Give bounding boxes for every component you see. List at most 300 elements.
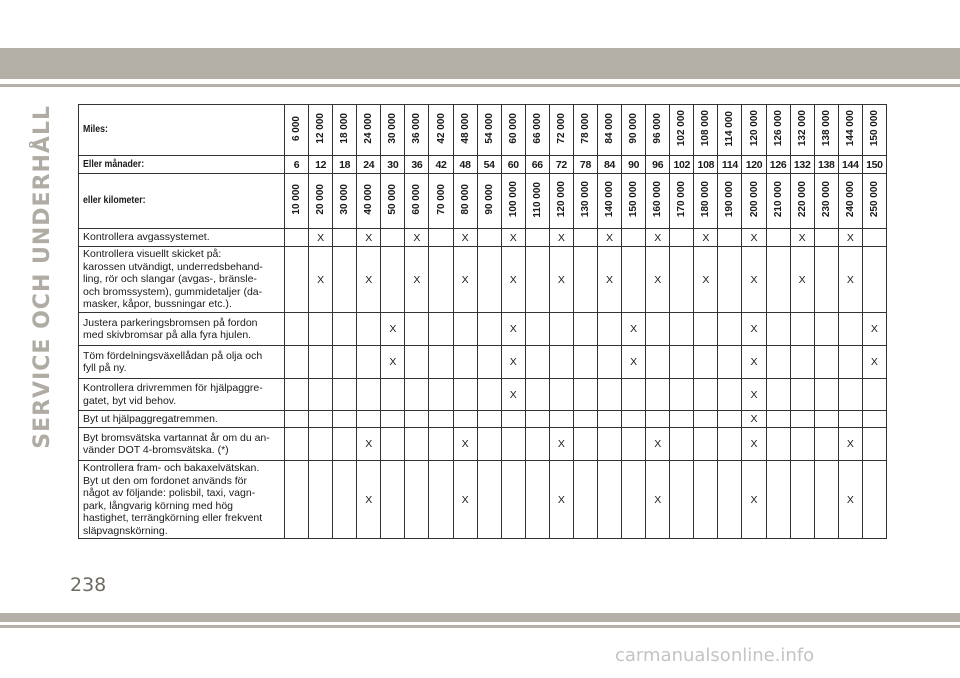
schedule-cell xyxy=(862,461,886,539)
miles-header-row-value: 150 000 xyxy=(868,110,880,147)
schedule-cell xyxy=(742,346,766,379)
schedule-cell xyxy=(790,411,814,428)
miles-header-row-value: 114 000 xyxy=(724,110,736,147)
schedule-cell xyxy=(694,313,718,346)
schedule-cell xyxy=(309,379,333,411)
km-header-row-value: 160 000 xyxy=(652,181,664,218)
miles-header-row-cell xyxy=(766,105,790,156)
months-header-row-value: 48 xyxy=(459,158,471,171)
service-mark: X xyxy=(606,273,614,286)
page-number: 238 xyxy=(70,574,107,596)
km-header-row-value: 20 000 xyxy=(315,184,327,215)
schedule-cell xyxy=(814,247,838,313)
schedule-cell xyxy=(429,461,453,539)
service-mark: X xyxy=(365,231,373,244)
schedule-cell xyxy=(285,229,309,247)
schedule-cell xyxy=(477,313,501,346)
schedule-cell xyxy=(670,346,694,379)
km-header-row-cell xyxy=(549,174,573,229)
km-header-row-cell xyxy=(742,174,766,229)
schedule-cell xyxy=(285,346,309,379)
schedule-cell xyxy=(670,247,694,313)
section-title-container xyxy=(28,105,58,449)
schedule-cell xyxy=(405,428,429,461)
schedule-cell xyxy=(862,229,886,247)
schedule-cell xyxy=(814,428,838,461)
km-header-row-value: 230 000 xyxy=(820,181,832,218)
schedule-cell xyxy=(429,346,453,379)
km-header-row-cell xyxy=(790,174,814,229)
schedule-cell xyxy=(670,411,694,428)
months-header-row-value: 12 xyxy=(315,158,327,171)
schedule-cell xyxy=(694,247,718,313)
months-header-row-value: 78 xyxy=(579,158,592,171)
miles-header-row-cell xyxy=(453,105,477,156)
schedule-cell xyxy=(598,428,622,461)
schedule-cell xyxy=(622,379,646,411)
months-header-row-cell xyxy=(718,156,742,174)
service-mark: X xyxy=(509,231,517,244)
schedule-cell xyxy=(814,229,838,247)
schedule-cell xyxy=(333,411,357,428)
km-header-row-cell xyxy=(525,174,549,229)
miles-header-row-value: 84 000 xyxy=(604,113,616,144)
schedule-cell xyxy=(333,247,357,313)
schedule-cell xyxy=(573,461,597,539)
miles-header-row-value: 120 000 xyxy=(748,110,760,147)
schedule-cell xyxy=(357,379,381,411)
bottom-decorative-line xyxy=(0,625,960,628)
schedule-cell xyxy=(501,461,525,539)
schedule-cell xyxy=(429,247,453,313)
task-description-cell xyxy=(79,313,285,346)
schedule-cell xyxy=(357,229,381,247)
months-header-row-cell xyxy=(453,156,477,174)
schedule-cell xyxy=(646,379,670,411)
service-mark: X xyxy=(846,438,854,450)
schedule-cell xyxy=(501,313,525,346)
miles-header-row-cell xyxy=(646,105,670,156)
schedule-cell xyxy=(622,229,646,247)
km-header-row-cell xyxy=(285,174,309,229)
miles-header-row-cell xyxy=(862,105,886,156)
service-mark: X xyxy=(317,273,325,286)
schedule-cell xyxy=(453,247,477,313)
schedule-cell xyxy=(477,461,501,539)
schedule-cell xyxy=(501,346,525,379)
task-description-cell xyxy=(79,247,285,313)
schedule-cell xyxy=(646,428,670,461)
schedule-cell xyxy=(549,247,573,313)
schedule-cell xyxy=(838,229,862,247)
schedule-cell xyxy=(598,461,622,539)
months-header-row-cell xyxy=(838,156,862,174)
service-mark: X xyxy=(461,231,469,244)
schedule-cell xyxy=(357,313,381,346)
service-mark: X xyxy=(750,413,758,425)
schedule-cell xyxy=(598,229,622,247)
km-header-row-value: 180 000 xyxy=(700,181,712,218)
months-header-row-value: 72 xyxy=(555,158,567,171)
schedule-cell xyxy=(622,411,646,428)
miles-header-row-label-cell xyxy=(79,105,285,156)
task-description-cell xyxy=(79,346,285,379)
schedule-cell xyxy=(766,247,790,313)
km-header-row-cell xyxy=(405,174,429,229)
miles-header-row-cell xyxy=(477,105,501,156)
miles-header-row-cell xyxy=(309,105,333,156)
service-mark: X xyxy=(557,273,565,286)
km-header-row-cell xyxy=(718,174,742,229)
miles-header-row-cell xyxy=(381,105,405,156)
km-header-row-cell xyxy=(694,174,718,229)
schedule-cell xyxy=(525,229,549,247)
service-mark: X xyxy=(750,323,758,335)
schedule-cell xyxy=(309,247,333,313)
months-header-row-value: 96 xyxy=(652,158,664,171)
schedule-cell xyxy=(766,428,790,461)
service-mark: X xyxy=(509,323,517,335)
schedule-cell xyxy=(766,346,790,379)
service-mark: X xyxy=(654,438,662,450)
top-decorative-band xyxy=(0,48,960,79)
miles-header-row-value: 66 000 xyxy=(531,113,543,144)
miles-header-row-value: 144 000 xyxy=(844,110,856,147)
schedule-cell xyxy=(598,346,622,379)
bottom-decorative-band xyxy=(0,613,960,622)
service-mark: X xyxy=(870,356,878,368)
schedule-cell xyxy=(285,411,309,428)
miles-header-row-value: 54 000 xyxy=(483,113,495,144)
km-header-row-value: 30 000 xyxy=(339,184,351,215)
months-header-row-cell xyxy=(477,156,501,174)
service-mark: X xyxy=(389,323,397,335)
months-header-row-value: 132 xyxy=(793,158,811,171)
km-header-row-cell xyxy=(670,174,694,229)
schedule-cell xyxy=(742,461,766,539)
schedule-cell xyxy=(694,379,718,411)
months-header-row-label-cell xyxy=(79,156,285,174)
task-row xyxy=(79,428,887,461)
service-mark: X xyxy=(750,388,758,401)
months-header-row-value: 120 xyxy=(745,158,763,171)
schedule-cell xyxy=(381,247,405,313)
months-header-row-cell xyxy=(646,156,670,174)
miles-header-row-value: 6 000 xyxy=(291,115,303,142)
months-header-row-value: 84 xyxy=(604,158,616,171)
schedule-cell xyxy=(429,313,453,346)
months-header-row-value: 150 xyxy=(866,158,883,171)
months-header-row xyxy=(79,156,887,174)
schedule-cell xyxy=(405,229,429,247)
service-mark: X xyxy=(557,231,565,244)
km-header-row-value: 140 000 xyxy=(604,181,616,218)
months-header-row-value: 30 xyxy=(387,158,399,171)
miles-header-row xyxy=(79,105,887,156)
months-header-row-cell xyxy=(429,156,453,174)
miles-header-row-value: 132 000 xyxy=(796,110,808,147)
miles-header-row-value: 96 000 xyxy=(652,113,664,144)
months-header-row-value: 144 xyxy=(842,158,859,171)
km-header-row-value: 170 000 xyxy=(676,181,688,218)
schedule-cell xyxy=(862,428,886,461)
miles-header-row-value: 72 000 xyxy=(555,113,567,144)
schedule-cell xyxy=(766,313,790,346)
service-mark: X xyxy=(630,323,638,335)
schedule-cell xyxy=(838,313,862,346)
schedule-cell xyxy=(477,379,501,411)
miles-header-row-value: 90 000 xyxy=(628,113,640,144)
schedule-cell xyxy=(501,428,525,461)
schedule-cell xyxy=(453,379,477,411)
schedule-cell xyxy=(429,379,453,411)
schedule-cell xyxy=(598,379,622,411)
months-header-row-cell xyxy=(670,156,694,174)
schedule-cell xyxy=(790,313,814,346)
schedule-cell xyxy=(718,379,742,411)
km-header-row-cell xyxy=(477,174,501,229)
schedule-cell xyxy=(766,229,790,247)
schedule-cell xyxy=(598,411,622,428)
service-mark: X xyxy=(413,273,421,286)
schedule-cell xyxy=(573,313,597,346)
schedule-cell xyxy=(790,247,814,313)
schedule-cell xyxy=(309,461,333,539)
schedule-cell xyxy=(333,313,357,346)
schedule-cell xyxy=(549,313,573,346)
months-header-row-cell xyxy=(790,156,814,174)
schedule-cell xyxy=(838,346,862,379)
miles-header-row-cell xyxy=(670,105,694,156)
service-mark: X xyxy=(630,356,638,368)
months-header-row-value: 66 xyxy=(531,158,543,171)
miles-header-row-cell xyxy=(742,105,766,156)
schedule-cell xyxy=(525,247,549,313)
schedule-cell xyxy=(670,428,694,461)
schedule-cell xyxy=(549,428,573,461)
km-header-row-value: 80 000 xyxy=(459,184,471,215)
service-mark: X xyxy=(654,493,662,506)
schedule-cell xyxy=(862,411,886,428)
task-row xyxy=(79,379,887,411)
service-mark: X xyxy=(365,273,373,286)
miles-header-row-value: 60 000 xyxy=(507,113,519,144)
service-mark: X xyxy=(365,493,373,506)
schedule-cell xyxy=(381,313,405,346)
months-header-row-value: 42 xyxy=(435,158,447,171)
schedule-cell xyxy=(694,461,718,539)
schedule-cell xyxy=(405,313,429,346)
months-header-row-value: 90 xyxy=(628,158,640,171)
schedule-cell xyxy=(549,229,573,247)
months-header-row-label: Eller månader: xyxy=(83,158,145,170)
task-row xyxy=(79,247,887,313)
service-mark: X xyxy=(846,273,854,286)
months-header-row-cell xyxy=(285,156,309,174)
service-mark: X xyxy=(509,388,517,401)
schedule-cell xyxy=(718,411,742,428)
schedule-cell xyxy=(309,411,333,428)
km-header-row-label: eller kilometer: xyxy=(83,195,146,207)
schedule-cell xyxy=(381,229,405,247)
schedule-cell xyxy=(357,428,381,461)
months-header-row-cell xyxy=(598,156,622,174)
km-header-row-cell xyxy=(814,174,838,229)
service-mark: X xyxy=(870,323,878,335)
schedule-cell xyxy=(453,346,477,379)
schedule-cell xyxy=(333,346,357,379)
service-mark: X xyxy=(654,273,662,286)
schedule-cell xyxy=(742,411,766,428)
schedule-cell xyxy=(549,411,573,428)
service-mark: X xyxy=(461,493,469,506)
miles-header-row-value: 138 000 xyxy=(820,110,832,147)
schedule-cell xyxy=(646,461,670,539)
schedule-cell xyxy=(381,411,405,428)
schedule-cell xyxy=(309,313,333,346)
months-header-row-cell xyxy=(525,156,549,174)
months-header-row-cell xyxy=(742,156,766,174)
service-mark: X xyxy=(654,231,662,244)
schedule-cell xyxy=(646,313,670,346)
months-header-row-cell xyxy=(381,156,405,174)
miles-header-row-cell xyxy=(549,105,573,156)
task-description: Kontrollera visuellt skicket på: karossen utvändigt, underredsbehand- ling, rör och slangar (avgas-, bränsle- och bromssystem), gummidetaljer (da- masker, kåpor, bussningar etc.). xyxy=(83,248,263,311)
schedule-cell xyxy=(790,346,814,379)
schedule-cell xyxy=(622,428,646,461)
km-header-row-cell xyxy=(429,174,453,229)
schedule-cell xyxy=(766,411,790,428)
km-header-row-value: 60 000 xyxy=(411,184,423,215)
miles-header-row-value: 24 000 xyxy=(363,113,375,144)
schedule-cell xyxy=(766,379,790,411)
schedule-cell xyxy=(814,313,838,346)
miles-header-row-value: 12 000 xyxy=(315,113,327,144)
schedule-cell xyxy=(333,461,357,539)
km-header-row-cell xyxy=(309,174,333,229)
miles-header-row-value: 42 000 xyxy=(435,113,447,144)
km-header-row-value: 10 000 xyxy=(291,184,303,215)
months-header-row-cell xyxy=(862,156,886,174)
km-header-row-cell xyxy=(598,174,622,229)
miles-header-row-cell xyxy=(694,105,718,156)
schedule-cell xyxy=(862,313,886,346)
schedule-cell xyxy=(718,346,742,379)
schedule-cell xyxy=(814,379,838,411)
schedule-cell xyxy=(814,346,838,379)
schedule-cell xyxy=(477,247,501,313)
task-description: Byt bromsvätska vartannat år om du an- vänder DOT 4-bromsvätska. (*) xyxy=(83,431,270,456)
task-description: Justera parkeringsbromsen på fordon med skivbromsar på alla fyra hjulen. xyxy=(83,316,258,341)
service-mark: X xyxy=(509,273,517,286)
schedule-cell xyxy=(525,346,549,379)
miles-header-row-cell xyxy=(814,105,838,156)
schedule-cell xyxy=(742,247,766,313)
schedule-cell xyxy=(838,461,862,539)
schedule-cell xyxy=(790,379,814,411)
schedule-cell xyxy=(838,411,862,428)
schedule-cell xyxy=(573,411,597,428)
task-description-cell xyxy=(79,229,285,247)
schedule-cell xyxy=(694,411,718,428)
km-header-row-value: 190 000 xyxy=(724,181,736,218)
schedule-cell xyxy=(357,247,381,313)
months-header-row-cell xyxy=(501,156,525,174)
service-mark: X xyxy=(750,493,758,506)
miles-header-row-cell xyxy=(790,105,814,156)
schedule-cell xyxy=(814,411,838,428)
task-description: Töm fördelningsväxellådan på olja och fyll på ny. xyxy=(83,349,263,374)
km-header-row-cell xyxy=(573,174,597,229)
schedule-cell xyxy=(670,229,694,247)
task-description-cell xyxy=(79,411,285,428)
miles-header-row-value: 108 000 xyxy=(700,110,712,147)
months-header-row-cell xyxy=(766,156,790,174)
schedule-cell xyxy=(742,379,766,411)
schedule-cell xyxy=(405,346,429,379)
schedule-cell xyxy=(381,346,405,379)
km-header-row-cell xyxy=(646,174,670,229)
schedule-cell xyxy=(766,461,790,539)
service-mark: X xyxy=(750,356,758,368)
months-header-row-value: 114 xyxy=(721,158,738,171)
schedule-cell xyxy=(694,428,718,461)
top-decorative-line xyxy=(0,84,960,87)
miles-header-row-value: 36 000 xyxy=(411,113,423,144)
schedule-cell xyxy=(309,229,333,247)
schedule-cell xyxy=(501,379,525,411)
schedule-cell xyxy=(622,247,646,313)
km-header-row-value: 70 000 xyxy=(435,184,447,215)
schedule-cell xyxy=(525,313,549,346)
miles-header-row-cell xyxy=(525,105,549,156)
schedule-cell xyxy=(790,461,814,539)
schedule-cell xyxy=(838,428,862,461)
schedule-cell xyxy=(742,313,766,346)
km-header-row-value: 210 000 xyxy=(772,181,784,218)
schedule-cell xyxy=(718,313,742,346)
schedule-cell xyxy=(501,229,525,247)
months-header-row-cell xyxy=(622,156,646,174)
km-header-row-value: 200 000 xyxy=(748,181,760,218)
schedule-cell xyxy=(622,461,646,539)
schedule-cell xyxy=(333,229,357,247)
schedule-cell xyxy=(646,346,670,379)
schedule-cell xyxy=(670,461,694,539)
schedule-cell xyxy=(333,379,357,411)
schedule-cell xyxy=(670,379,694,411)
schedule-cell xyxy=(549,346,573,379)
service-mark: X xyxy=(461,438,469,450)
schedule-cell xyxy=(453,411,477,428)
schedule-cell xyxy=(309,346,333,379)
schedule-cell xyxy=(694,346,718,379)
schedule-cell xyxy=(453,428,477,461)
months-header-row-cell xyxy=(573,156,597,174)
km-header-row xyxy=(79,174,887,229)
months-header-row-cell xyxy=(333,156,357,174)
miles-header-row-cell xyxy=(333,105,357,156)
km-header-row-cell xyxy=(862,174,886,229)
schedule-cell xyxy=(646,247,670,313)
task-description-cell xyxy=(79,428,285,461)
schedule-cell xyxy=(862,346,886,379)
schedule-cell xyxy=(501,411,525,428)
miles-header-row-cell xyxy=(501,105,525,156)
schedule-cell xyxy=(718,247,742,313)
schedule-cell xyxy=(742,428,766,461)
km-header-row-value: 240 000 xyxy=(844,181,856,218)
